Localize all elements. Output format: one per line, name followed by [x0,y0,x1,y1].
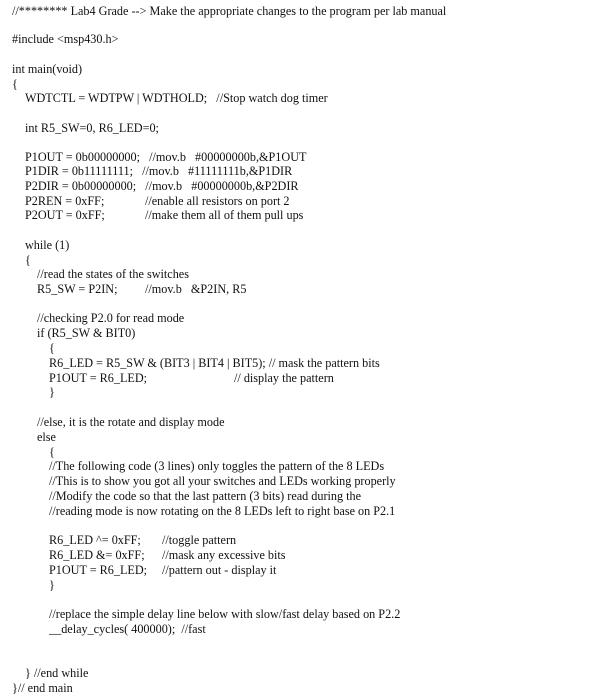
code-line-while-open-brace: { [25,253,31,267]
code-line-toggle-comment-2: //This is to show you got all your switches and LEDs working properly [49,474,396,488]
code-line-else-open-brace: { [49,445,55,459]
code-line-if: if (R5_SW & BIT0) [37,326,136,340]
code-line-p2ren-comment: //enable all resistors on port 2 [145,194,290,208]
code-line-toggle-comment-3: //Modify the code so that the last pattern (3 bits) read during the [49,489,362,503]
code-line-p2dir: P2DIR = 0b00000000; //mov.b #00000000b,&P2DIR [25,179,299,193]
code-line-read-p2in: R5_SW = P2IN; [37,282,118,296]
code-line-delay-comment: //replace the simple delay line below with slow/fast delay based on P2.2 [49,607,401,621]
code-line-toggle-and: R6_LED &= 0xFF; [49,548,145,562]
code-line-else-close-brace: } [49,578,55,592]
code-line-if-close-brace: } [49,385,55,399]
code-line-delay-cycles: __delay_cycles( 400000); //fast [49,622,206,636]
code-line-display-pattern: P1OUT = R6_LED; [49,371,148,385]
code-line-toggle-xor-comment: //toggle pattern [162,533,237,547]
code-line-read-p2in-comment: //mov.b &P2IN, R5 [145,282,247,296]
code-line-end-while: } //end while [25,666,89,680]
code-line-toggle-comment-1: //The following code (3 lines) only toggles the pattern of the 8 LEDs [49,459,385,473]
code-line-p1out: P1OUT = 0b00000000; //mov.b #00000000b,&P1OUT [25,150,307,164]
code-line-end-main: }// end main [12,681,73,695]
code-line-display-pattern-comment: // display the pattern [234,371,334,385]
code-line-main-open-brace: { [12,77,18,91]
code-line-else: else [37,430,56,444]
code-line-toggle-and-comment: //mask any excessive bits [162,548,286,562]
code-line-main-signature: int main(void) [12,62,83,76]
code-line-else-comment: //else, it is the rotate and display mode [37,415,225,429]
code-line-p1dir: P1DIR = 0b11111111; //mov.b #11111111b,&P1DIR [25,164,293,178]
code-line-toggle-xor: R6_LED ^= 0xFF; [49,533,141,547]
code-line-read-comment: //read the states of the switches [37,267,189,281]
code-line-toggle-comment-4: //reading mode is now rotating on the 8 LEDs left to right base on P2.1 [49,504,396,518]
code-line-pattern-out-comment: //pattern out - display it [162,563,277,577]
code-line-mask-pattern: R6_LED = R5_SW & (BIT3 | BIT4 | BIT5); // mask the pattern bits [49,356,380,370]
code-line-declare-vars: int R5_SW=0, R6_LED=0; [25,121,159,135]
code-line-check-comment: //checking P2.0 for read mode [37,311,185,325]
code-line-if-open-brace: { [49,341,55,355]
code-line-p2out: P2OUT = 0xFF; [25,208,105,222]
code-line-p2out-comment: //make them all of them pull ups [145,208,304,222]
code-line-include: #include <msp430.h> [12,32,119,46]
code-line-while: while (1) [25,238,70,252]
code-line-p2ren: P2REN = 0xFF; [25,194,105,208]
code-line-wdtctl: WDTCTL = WDTPW | WDTHOLD; //Stop watch dog timer [25,91,328,105]
code-line-pattern-out: P1OUT = R6_LED; [49,563,148,577]
code-line-header: //******** Lab4 Grade --> Make the appropriate changes to the program per lab manual [12,4,447,18]
